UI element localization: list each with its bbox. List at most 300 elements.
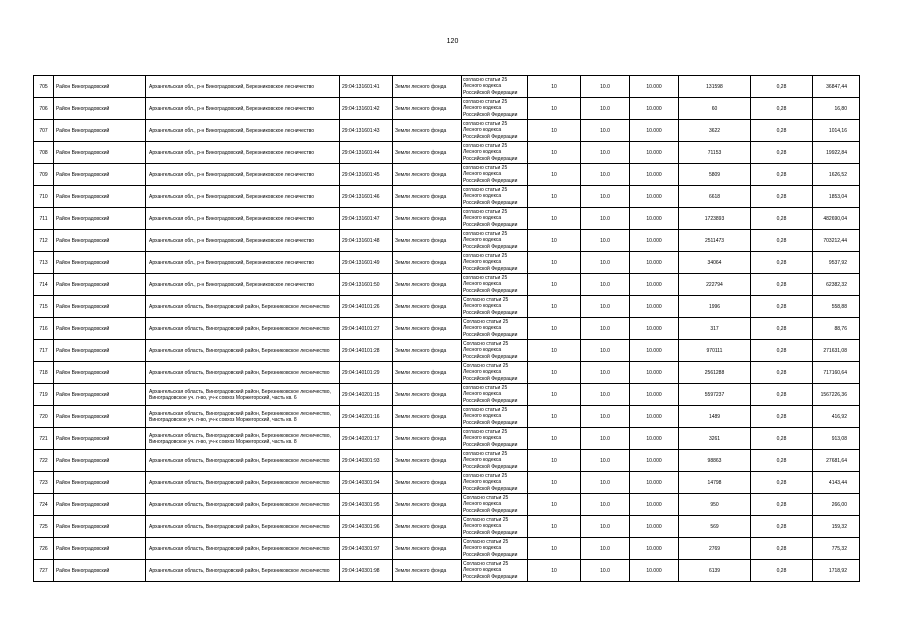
table-row (34, 560, 860, 582)
table-row (34, 296, 860, 318)
legal-basis-cell: согласно статьи 25 Лесного кодекса Российской Федерации (462, 406, 528, 428)
table-body (34, 76, 860, 582)
value-cell: 10.0 (581, 340, 630, 362)
legal-basis-cell: Согласно статьи 25 Лесного кодекса Российской Федерации (462, 494, 528, 516)
value-cell: 10.0 (581, 230, 630, 252)
tax-amount-cell: 558,88 (813, 296, 860, 318)
land-category-cell: Земли лесного фонда (393, 252, 462, 274)
row-number-cell: 705 (34, 76, 54, 98)
land-category-cell: Земли лесного фонда (393, 516, 462, 538)
table-row (34, 318, 860, 340)
rate-cell: 0,28 (751, 340, 813, 362)
value-cell: 10.000 (630, 230, 679, 252)
legal-basis-cell: Согласно статьи 25 Лесного кодекса Российской Федерации (462, 560, 528, 582)
rate-cell: 0,28 (751, 120, 813, 142)
table-row (34, 450, 860, 472)
rate-cell: 0,28 (751, 384, 813, 406)
district-cell: Район Виноградовский (54, 428, 146, 450)
row-number-cell: 714 (34, 274, 54, 296)
value-cell: 10.000 (630, 296, 679, 318)
cadastral-number-cell: 29:04:131601:43 (340, 120, 393, 142)
value-cell: 10.0 (581, 516, 630, 538)
cadastral-number-cell: 29:04:140101:28 (340, 340, 393, 362)
legal-basis-cell: согласно статьи 25 Лесного кодекса Российской Федерации (462, 208, 528, 230)
district-cell: Район Виноградовский (54, 384, 146, 406)
table-row (34, 186, 860, 208)
tax-amount-cell: 88,76 (813, 318, 860, 340)
value-cell: 10.0 (581, 76, 630, 98)
value-cell: 10 (528, 230, 581, 252)
tax-amount-cell: 1626,52 (813, 164, 860, 186)
land-category-cell: Земли лесного фонда (393, 98, 462, 120)
value-cell: 10.0 (581, 560, 630, 582)
land-category-cell: Земли лесного фонда (393, 208, 462, 230)
value-cell: 10 (528, 164, 581, 186)
district-cell: Район Виноградовский (54, 560, 146, 582)
value-cell: 10.000 (630, 428, 679, 450)
table-row (34, 76, 860, 98)
land-category-cell: Земли лесного фонда (393, 120, 462, 142)
cadastral-number-cell: 29:04:140301:97 (340, 538, 393, 560)
rate-cell: 0,28 (751, 318, 813, 340)
value-cell: 10.000 (630, 340, 679, 362)
district-cell: Район Виноградовский (54, 406, 146, 428)
legal-basis-cell: согласно статьи 25 Лесного кодекса Российской Федерации (462, 164, 528, 186)
row-number-cell: 726 (34, 538, 54, 560)
value-cell: 10.000 (630, 384, 679, 406)
value-cell: 10.000 (630, 538, 679, 560)
value-cell: 10 (528, 296, 581, 318)
rate-cell: 0,28 (751, 230, 813, 252)
land-category-cell: Земли лесного фонда (393, 428, 462, 450)
rate-cell: 0,28 (751, 208, 813, 230)
legal-basis-cell: согласно статьи 25 Лесного кодекса Российской Федерации (462, 274, 528, 296)
row-number-cell: 709 (34, 164, 54, 186)
land-category-cell: Земли лесного фонда (393, 450, 462, 472)
legal-basis-cell: согласно статьи 25 Лесного кодекса Российской Федерации (462, 230, 528, 252)
table-row (34, 164, 860, 186)
address-cell: Архангельская область, Виноградовский район, Березниковское лесничество, Виноградовское уч. л-во, уч-к совхоз Моржегорский, часть кв. 8 (146, 428, 340, 450)
tax-amount-cell: 9537,92 (813, 252, 860, 274)
land-category-cell: Земли лесного фонда (393, 318, 462, 340)
value-cell: 10 (528, 406, 581, 428)
legal-basis-cell: согласно статьи 25 Лесного кодекса Российской Федерации (462, 76, 528, 98)
district-cell: Район Виноградовский (54, 516, 146, 538)
tax-amount-cell: 1567226,36 (813, 384, 860, 406)
value-cell: 10.000 (630, 76, 679, 98)
district-cell: Район Виноградовский (54, 120, 146, 142)
row-number-cell: 707 (34, 120, 54, 142)
row-number-cell: 721 (34, 428, 54, 450)
table-row (34, 252, 860, 274)
land-category-cell: Земли лесного фонда (393, 274, 462, 296)
value-cell: 10 (528, 560, 581, 582)
address-cell: Архангельская область, Виноградовский район, Березниковское лесничество (146, 472, 340, 494)
tax-amount-cell: 775,32 (813, 538, 860, 560)
land-category-cell: Земли лесного фонда (393, 76, 462, 98)
district-cell: Район Виноградовский (54, 98, 146, 120)
legal-basis-cell: согласно статьи 25 Лесного кодекса Российской Федерации (462, 472, 528, 494)
address-cell: Архангельская обл., р-н Виноградовский, Березниковское лесничество (146, 208, 340, 230)
address-cell: Архангельская область, Виноградовский район, Березниковское лесничество (146, 318, 340, 340)
area-cell: 60 (679, 98, 751, 120)
value-cell: 10 (528, 318, 581, 340)
cadastral-number-cell: 29:04:140301:93 (340, 450, 393, 472)
address-cell: Архангельская обл., р-н Виноградовский, Березниковское лесничество (146, 274, 340, 296)
value-cell: 10.0 (581, 494, 630, 516)
cadastral-number-cell: 29:04:140201:16 (340, 406, 393, 428)
value-cell: 10.000 (630, 274, 679, 296)
value-cell: 10 (528, 428, 581, 450)
land-category-cell: Земли лесного фонда (393, 384, 462, 406)
value-cell: 10.000 (630, 164, 679, 186)
land-category-cell: Земли лесного фонда (393, 230, 462, 252)
rate-cell: 0,28 (751, 98, 813, 120)
address-cell: Архангельская область, Виноградовский район, Березниковское лесничество (146, 538, 340, 560)
table-row (34, 384, 860, 406)
area-cell: 71153 (679, 142, 751, 164)
cadastral-number-cell: 29:04:140201:15 (340, 384, 393, 406)
value-cell: 10.0 (581, 142, 630, 164)
value-cell: 10 (528, 120, 581, 142)
area-cell: 1489 (679, 406, 751, 428)
rate-cell: 0,28 (751, 428, 813, 450)
row-number-cell: 720 (34, 406, 54, 428)
value-cell: 10.000 (630, 142, 679, 164)
district-cell: Район Виноградовский (54, 274, 146, 296)
value-cell: 10.0 (581, 120, 630, 142)
rate-cell: 0,28 (751, 560, 813, 582)
area-cell: 3261 (679, 428, 751, 450)
address-cell: Архангельская обл., р-н Виноградовский, Березниковское лесничество (146, 230, 340, 252)
table-row (34, 494, 860, 516)
legal-basis-cell: Согласно статьи 25 Лесного кодекса Российской Федерации (462, 538, 528, 560)
value-cell: 10.0 (581, 318, 630, 340)
district-cell: Район Виноградовский (54, 230, 146, 252)
cadastral-number-cell: 29:04:131601:42 (340, 98, 393, 120)
district-cell: Район Виноградовский (54, 252, 146, 274)
tax-amount-cell: 1718,92 (813, 560, 860, 582)
table-row (34, 142, 860, 164)
area-cell: 6618 (679, 186, 751, 208)
cadastral-number-cell: 29:04:131601:44 (340, 142, 393, 164)
row-number-cell: 716 (34, 318, 54, 340)
land-category-cell: Земли лесного фонда (393, 186, 462, 208)
area-cell: 5809 (679, 164, 751, 186)
value-cell: 10.0 (581, 274, 630, 296)
land-category-cell: Земли лесного фонда (393, 494, 462, 516)
value-cell: 10.000 (630, 98, 679, 120)
address-cell: Архангельская область, Виноградовский район, Березниковское лесничество (146, 560, 340, 582)
cadastral-number-cell: 29:04:131601:47 (340, 208, 393, 230)
tax-amount-cell: 36847,44 (813, 76, 860, 98)
rate-cell: 0,28 (751, 186, 813, 208)
land-category-cell: Земли лесного фонда (393, 362, 462, 384)
value-cell: 10.0 (581, 296, 630, 318)
area-cell: 317 (679, 318, 751, 340)
table-row (34, 230, 860, 252)
district-cell: Район Виноградовский (54, 142, 146, 164)
land-category-cell: Земли лесного фонда (393, 142, 462, 164)
cadastral-number-cell: 29:04:131601:41 (340, 76, 393, 98)
tax-amount-cell: 416,92 (813, 406, 860, 428)
cadastral-number-cell: 29:04:140301:95 (340, 494, 393, 516)
value-cell: 10 (528, 252, 581, 274)
area-cell: 14798 (679, 472, 751, 494)
legal-basis-cell: согласно статьи 25 Лесного кодекса Российской Федерации (462, 120, 528, 142)
address-cell: Архангельская область, Виноградовский район, Березниковское лесничество (146, 494, 340, 516)
value-cell: 10 (528, 98, 581, 120)
cadastral-number-cell: 29:04:131601:46 (340, 186, 393, 208)
table-row (34, 428, 860, 450)
tax-amount-cell: 19922,84 (813, 142, 860, 164)
table-row (34, 538, 860, 560)
table-row (34, 208, 860, 230)
address-cell: Архангельская область, Виноградовский район, Березниковское лесничество (146, 450, 340, 472)
cadastral-number-cell: 29:04:131601:45 (340, 164, 393, 186)
district-cell: Район Виноградовский (54, 340, 146, 362)
row-number-cell: 708 (34, 142, 54, 164)
district-cell: Район Виноградовский (54, 450, 146, 472)
district-cell: Район Виноградовский (54, 318, 146, 340)
value-cell: 10.0 (581, 406, 630, 428)
rate-cell: 0,28 (751, 164, 813, 186)
cadastral-number-cell: 29:04:140101:26 (340, 296, 393, 318)
address-cell: Архангельская обл., р-н Виноградовский, Березниковское лесничество (146, 164, 340, 186)
legal-basis-cell: согласно статьи 25 Лесного кодекса Российской Федерации (462, 252, 528, 274)
table-row (34, 120, 860, 142)
tax-amount-cell: 913,08 (813, 428, 860, 450)
rate-cell: 0,28 (751, 362, 813, 384)
address-cell: Архангельская область, Виноградовский район, Березниковское лесничество, Виноградовское уч. л-во, уч-к совхоз Моржегорский, часть кв. 8 (146, 406, 340, 428)
district-cell: Район Виноградовский (54, 538, 146, 560)
area-cell: 2561288 (679, 362, 751, 384)
legal-basis-cell: согласно статьи 25 Лесного кодекса Российской Федерации (462, 186, 528, 208)
cadastral-number-cell: 29:04:140101:29 (340, 362, 393, 384)
cadastral-number-cell: 29:04:140301:98 (340, 560, 393, 582)
tax-amount-cell: 703212,44 (813, 230, 860, 252)
area-cell: 1996 (679, 296, 751, 318)
rate-cell: 0,28 (751, 76, 813, 98)
table-row (34, 472, 860, 494)
table-row (34, 340, 860, 362)
page-number: 120 (446, 38, 459, 45)
value-cell: 10.000 (630, 318, 679, 340)
value-cell: 10 (528, 472, 581, 494)
value-cell: 10.0 (581, 472, 630, 494)
value-cell: 10.000 (630, 406, 679, 428)
land-category-cell: Земли лесного фонда (393, 560, 462, 582)
value-cell: 10.0 (581, 98, 630, 120)
address-cell: Архангельская область, Виноградовский район, Березниковское лесничество, Виноградовское уч. л-во, уч-к совхоз Моржегорский, часть кв. 6 (146, 384, 340, 406)
value-cell: 10.0 (581, 164, 630, 186)
rate-cell: 0,28 (751, 538, 813, 560)
value-cell: 10 (528, 538, 581, 560)
value-cell: 10.000 (630, 494, 679, 516)
cadastral-number-cell: 29:04:131601:48 (340, 230, 393, 252)
rate-cell: 0,28 (751, 296, 813, 318)
address-cell: Архангельская область, Виноградовский район, Березниковское лесничество (146, 296, 340, 318)
area-cell: 6139 (679, 560, 751, 582)
value-cell: 10.000 (630, 450, 679, 472)
value-cell: 10 (528, 142, 581, 164)
value-cell: 10.0 (581, 450, 630, 472)
row-number-cell: 723 (34, 472, 54, 494)
legal-basis-cell: согласно статьи 25 Лесного кодекса Российской Федерации (462, 384, 528, 406)
land-category-cell: Земли лесного фонда (393, 340, 462, 362)
value-cell: 10.000 (630, 252, 679, 274)
table-row (34, 98, 860, 120)
value-cell: 10 (528, 362, 581, 384)
row-number-cell: 713 (34, 252, 54, 274)
value-cell: 10 (528, 208, 581, 230)
legal-basis-cell: Согласно статьи 25 Лесного кодекса Российской Федерации (462, 516, 528, 538)
value-cell: 10.000 (630, 516, 679, 538)
row-number-cell: 711 (34, 208, 54, 230)
land-category-cell: Земли лесного фонда (393, 164, 462, 186)
legal-basis-cell: согласно статьи 25 Лесного кодекса Российской Федерации (462, 142, 528, 164)
area-cell: 2769 (679, 538, 751, 560)
tax-amount-cell: 27681,64 (813, 450, 860, 472)
value-cell: 10 (528, 384, 581, 406)
district-cell: Район Виноградовский (54, 494, 146, 516)
value-cell: 10.0 (581, 252, 630, 274)
rate-cell: 0,28 (751, 274, 813, 296)
address-cell: Архангельская обл., р-н Виноградовский, Березниковское лесничество (146, 76, 340, 98)
row-number-cell: 712 (34, 230, 54, 252)
table-row (34, 516, 860, 538)
district-cell: Район Виноградовский (54, 186, 146, 208)
address-cell: Архангельская область, Виноградовский район, Березниковское лесничество (146, 362, 340, 384)
value-cell: 10.000 (630, 120, 679, 142)
tax-amount-cell: 4143,44 (813, 472, 860, 494)
address-cell: Архангельская обл., р-н Виноградовский, Березниковское лесничество (146, 142, 340, 164)
area-cell: 98863 (679, 450, 751, 472)
area-cell: 1723893 (679, 208, 751, 230)
tax-amount-cell: 62382,32 (813, 274, 860, 296)
row-number-cell: 727 (34, 560, 54, 582)
rate-cell: 0,28 (751, 406, 813, 428)
cadastral-number-cell: 29:04:140301:94 (340, 472, 393, 494)
district-cell: Район Виноградовский (54, 472, 146, 494)
land-registry-table (33, 75, 860, 582)
cadastral-number-cell: 29:04:140201:17 (340, 428, 393, 450)
value-cell: 10.000 (630, 560, 679, 582)
land-category-cell: Земли лесного фонда (393, 472, 462, 494)
legal-basis-cell: Согласно статьи 25 Лесного кодекса Российской Федерации (462, 340, 528, 362)
rate-cell: 0,28 (751, 472, 813, 494)
value-cell: 10.0 (581, 362, 630, 384)
table-row (34, 362, 860, 384)
value-cell: 10 (528, 450, 581, 472)
value-cell: 10.0 (581, 208, 630, 230)
tax-amount-cell: 271631,08 (813, 340, 860, 362)
legal-basis-cell: Согласно статьи 25 Лесного кодекса Российской Федерации (462, 296, 528, 318)
value-cell: 10.0 (581, 428, 630, 450)
value-cell: 10 (528, 516, 581, 538)
row-number-cell: 710 (34, 186, 54, 208)
row-number-cell: 718 (34, 362, 54, 384)
row-number-cell: 717 (34, 340, 54, 362)
rate-cell: 0,28 (751, 252, 813, 274)
legal-basis-cell: Согласно статьи 25 Лесного кодекса Российской Федерации (462, 362, 528, 384)
value-cell: 10 (528, 76, 581, 98)
district-cell: Район Виноградовский (54, 164, 146, 186)
table-row (34, 274, 860, 296)
value-cell: 10 (528, 494, 581, 516)
tax-amount-cell: 1853,04 (813, 186, 860, 208)
row-number-cell: 706 (34, 98, 54, 120)
tax-amount-cell: 266,00 (813, 494, 860, 516)
area-cell: 950 (679, 494, 751, 516)
legal-basis-cell: согласно статьи 25 Лесного кодекса Российской Федерации (462, 428, 528, 450)
address-cell: Архангельская область, Виноградовский район, Березниковское лесничество (146, 340, 340, 362)
row-number-cell: 722 (34, 450, 54, 472)
tax-amount-cell: 482690,04 (813, 208, 860, 230)
value-cell: 10.000 (630, 362, 679, 384)
address-cell: Архангельская область, Виноградовский район, Березниковское лесничество (146, 516, 340, 538)
land-category-cell: Земли лесного фонда (393, 538, 462, 560)
cadastral-number-cell: 29:04:131601:49 (340, 252, 393, 274)
value-cell: 10 (528, 340, 581, 362)
value-cell: 10 (528, 186, 581, 208)
value-cell: 10 (528, 274, 581, 296)
rate-cell: 0,28 (751, 494, 813, 516)
legal-basis-cell: согласно статьи 25 Лесного кодекса Российской Федерации (462, 450, 528, 472)
cadastral-number-cell: 29:04:131601:50 (340, 274, 393, 296)
tax-amount-cell: 16,80 (813, 98, 860, 120)
value-cell: 10.000 (630, 186, 679, 208)
row-number-cell: 725 (34, 516, 54, 538)
cadastral-number-cell: 29:04:140301:96 (340, 516, 393, 538)
row-number-cell: 724 (34, 494, 54, 516)
district-cell: Район Виноградовский (54, 296, 146, 318)
district-cell: Район Виноградовский (54, 362, 146, 384)
row-number-cell: 715 (34, 296, 54, 318)
area-cell: 5597237 (679, 384, 751, 406)
legal-basis-cell: согласно статьи 25 Лесного кодекса Российской Федерации (462, 98, 528, 120)
area-cell: 3622 (679, 120, 751, 142)
area-cell: 970111 (679, 340, 751, 362)
area-cell: 222794 (679, 274, 751, 296)
rate-cell: 0,28 (751, 516, 813, 538)
district-cell: Район Виноградовский (54, 76, 146, 98)
address-cell: Архангельская обл., р-н Виноградовский, Березниковское лесничество (146, 186, 340, 208)
district-cell: Район Виноградовский (54, 208, 146, 230)
land-category-cell: Земли лесного фонда (393, 406, 462, 428)
table-row (34, 406, 860, 428)
address-cell: Архангельская обл., р-н Виноградовский, Березниковское лесничество (146, 120, 340, 142)
tax-amount-cell: 717160,64 (813, 362, 860, 384)
area-cell: 569 (679, 516, 751, 538)
area-cell: 2511473 (679, 230, 751, 252)
rate-cell: 0,28 (751, 142, 813, 164)
area-cell: 131598 (679, 76, 751, 98)
rate-cell: 0,28 (751, 450, 813, 472)
tax-amount-cell: 159,32 (813, 516, 860, 538)
address-cell: Архангельская обл., р-н Виноградовский, Березниковское лесничество (146, 98, 340, 120)
land-category-cell: Земли лесного фонда (393, 296, 462, 318)
tax-amount-cell: 1014,16 (813, 120, 860, 142)
value-cell: 10.000 (630, 472, 679, 494)
cadastral-number-cell: 29:04:140101:27 (340, 318, 393, 340)
value-cell: 10.000 (630, 208, 679, 230)
row-number-cell: 719 (34, 384, 54, 406)
value-cell: 10.0 (581, 384, 630, 406)
area-cell: 34064 (679, 252, 751, 274)
value-cell: 10.0 (581, 538, 630, 560)
legal-basis-cell: Согласно статьи 25 Лесного кодекса Российской Федерации (462, 318, 528, 340)
